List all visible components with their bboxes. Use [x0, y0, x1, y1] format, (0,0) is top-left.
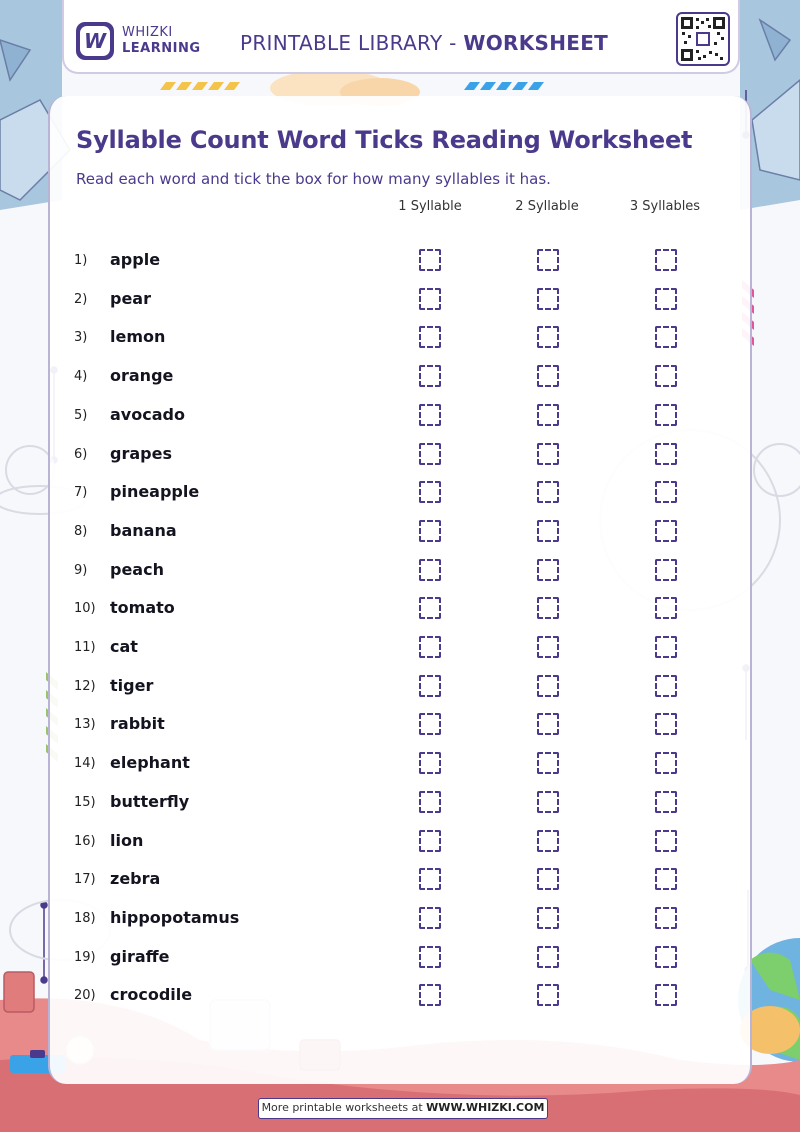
- item-number: 18): [74, 910, 96, 926]
- two-syllable-checkbox[interactable]: [537, 559, 559, 581]
- two-syllable-checkbox[interactable]: [537, 597, 559, 619]
- item-word: banana: [110, 520, 177, 540]
- item-number: 16): [74, 833, 96, 849]
- list-item: [0, 320, 800, 358]
- three-syllables-checkbox[interactable]: [655, 288, 677, 310]
- item-number: 10): [74, 601, 96, 617]
- item-number: 5): [74, 407, 88, 423]
- one-syllable-checkbox[interactable]: [419, 597, 441, 619]
- item-word: lion: [110, 830, 144, 850]
- list-item: [0, 475, 800, 513]
- list-item: [0, 669, 800, 707]
- one-syllable-checkbox[interactable]: [419, 326, 441, 348]
- item-number: 15): [74, 794, 96, 810]
- list-item: [0, 398, 800, 436]
- one-syllable-checkbox[interactable]: [419, 249, 441, 271]
- one-syllable-checkbox[interactable]: [419, 713, 441, 735]
- list-item: [0, 359, 800, 397]
- item-word: giraffe: [110, 946, 170, 966]
- two-syllable-checkbox[interactable]: [537, 288, 559, 310]
- two-syllable-checkbox[interactable]: [537, 404, 559, 426]
- three-syllables-checkbox[interactable]: [655, 481, 677, 503]
- three-syllables-checkbox[interactable]: [655, 404, 677, 426]
- one-syllable-checkbox[interactable]: [419, 675, 441, 697]
- item-word: avocado: [110, 404, 185, 424]
- three-syllables-checkbox[interactable]: [655, 907, 677, 929]
- worksheet-title: Syllable Count Word Ticks Reading Worksheet: [76, 126, 693, 154]
- item-number: 12): [74, 678, 96, 694]
- list-item: [0, 243, 800, 281]
- one-syllable-checkbox[interactable]: [419, 520, 441, 542]
- header-title-bold: WORKSHEET: [463, 31, 609, 55]
- two-syllable-checkbox[interactable]: [537, 791, 559, 813]
- item-word: crocodile: [110, 985, 193, 1005]
- one-syllable-checkbox[interactable]: [419, 752, 441, 774]
- list-item: [0, 707, 800, 745]
- three-syllables-checkbox[interactable]: [655, 559, 677, 581]
- three-syllables-checkbox[interactable]: [655, 249, 677, 271]
- one-syllable-checkbox[interactable]: [419, 288, 441, 310]
- footer-site-link[interactable]: WWW.WHIZKI.COM: [426, 1101, 545, 1114]
- list-item: [0, 862, 800, 900]
- brand-line-2: LEARNING: [122, 41, 201, 56]
- list-item: [0, 553, 800, 591]
- three-syllables-checkbox[interactable]: [655, 675, 677, 697]
- one-syllable-checkbox[interactable]: [419, 636, 441, 658]
- footer-text: More printable worksheets at: [261, 1101, 427, 1114]
- list-item: [0, 591, 800, 629]
- three-syllables-checkbox[interactable]: [655, 752, 677, 774]
- list-item: [0, 746, 800, 784]
- list-item: [0, 901, 800, 939]
- item-number: 3): [74, 330, 88, 346]
- two-syllable-checkbox[interactable]: [537, 946, 559, 968]
- one-syllable-checkbox[interactable]: [419, 868, 441, 890]
- two-syllable-checkbox[interactable]: [537, 752, 559, 774]
- logo-letter: W: [80, 26, 110, 56]
- two-syllable-checkbox[interactable]: [537, 249, 559, 271]
- two-syllable-checkbox[interactable]: [537, 443, 559, 465]
- item-word: elephant: [110, 753, 190, 773]
- three-syllables-checkbox[interactable]: [655, 636, 677, 658]
- three-syllables-checkbox[interactable]: [655, 520, 677, 542]
- item-word: tiger: [110, 675, 154, 695]
- two-syllable-checkbox[interactable]: [537, 675, 559, 697]
- two-syllable-checkbox[interactable]: [537, 907, 559, 929]
- two-syllable-checkbox[interactable]: [537, 713, 559, 735]
- footer-banner[interactable]: [258, 1098, 548, 1119]
- list-item: [0, 978, 800, 1016]
- three-syllables-checkbox[interactable]: [655, 868, 677, 890]
- three-syllables-checkbox[interactable]: [655, 597, 677, 619]
- two-syllable-checkbox[interactable]: [537, 326, 559, 348]
- one-syllable-checkbox[interactable]: [419, 443, 441, 465]
- one-syllable-checkbox[interactable]: [419, 984, 441, 1006]
- list-item: [0, 940, 800, 978]
- three-syllables-checkbox[interactable]: [655, 365, 677, 387]
- list-item: [0, 630, 800, 668]
- one-syllable-checkbox[interactable]: [419, 481, 441, 503]
- item-number: 17): [74, 872, 96, 888]
- item-word: lemon: [110, 327, 166, 347]
- item-word: zebra: [110, 869, 161, 889]
- column-header-3-syllables: 3 Syllables: [629, 199, 701, 214]
- item-word: cat: [110, 637, 138, 656]
- column-header-1-syllable: 1 Syllable: [398, 199, 462, 214]
- list-item: [0, 514, 800, 552]
- three-syllables-checkbox[interactable]: [655, 791, 677, 813]
- three-syllables-checkbox[interactable]: [655, 326, 677, 348]
- item-word: tomato: [110, 598, 175, 618]
- one-syllable-checkbox[interactable]: [419, 365, 441, 387]
- one-syllable-checkbox[interactable]: [419, 907, 441, 929]
- item-word: hippopotamus: [110, 907, 240, 927]
- item-number: 11): [74, 640, 96, 655]
- item-number: 6): [74, 446, 88, 462]
- item-number: 2): [74, 291, 88, 307]
- worksheet-instructions: Read each word and tick the box for how many syllables it has.: [76, 170, 551, 188]
- item-number: 7): [74, 485, 88, 501]
- two-syllable-checkbox[interactable]: [537, 636, 559, 658]
- item-word: pear: [110, 288, 151, 308]
- two-syllable-checkbox[interactable]: [537, 868, 559, 890]
- item-number: 8): [74, 523, 88, 539]
- item-word: butterfly: [110, 791, 190, 811]
- two-syllable-checkbox[interactable]: [537, 365, 559, 387]
- one-syllable-checkbox[interactable]: [419, 791, 441, 813]
- list-item: [0, 785, 800, 823]
- three-syllables-checkbox[interactable]: [655, 713, 677, 735]
- three-syllables-checkbox[interactable]: [655, 984, 677, 1006]
- list-item: [0, 437, 800, 475]
- two-syllable-checkbox[interactable]: [537, 481, 559, 503]
- one-syllable-checkbox[interactable]: [419, 404, 441, 426]
- item-number: 19): [74, 949, 96, 965]
- three-syllables-checkbox[interactable]: [655, 830, 677, 852]
- two-syllable-checkbox[interactable]: [537, 520, 559, 542]
- item-word: rabbit: [110, 714, 165, 734]
- item-number: 4): [74, 369, 88, 385]
- column-header-2-syllable: 2 Syllable: [515, 199, 579, 214]
- one-syllable-checkbox[interactable]: [419, 946, 441, 968]
- list-item: [0, 824, 800, 862]
- item-word: peach: [110, 559, 164, 579]
- item-word: apple: [110, 250, 161, 269]
- item-word: pineapple: [110, 482, 200, 502]
- three-syllables-checkbox[interactable]: [655, 443, 677, 465]
- item-number: 14): [74, 756, 96, 772]
- list-item: [0, 282, 800, 320]
- item-number: 9): [74, 562, 88, 578]
- one-syllable-checkbox[interactable]: [419, 559, 441, 581]
- item-word: orange: [110, 366, 174, 386]
- item-word: grapes: [110, 443, 172, 463]
- item-number: 13): [74, 717, 96, 733]
- one-syllable-checkbox[interactable]: [419, 830, 441, 852]
- item-number: 1): [74, 253, 88, 268]
- two-syllable-checkbox[interactable]: [537, 984, 559, 1006]
- three-syllables-checkbox[interactable]: [655, 946, 677, 968]
- header-title-prefix: PRINTABLE LIBRARY -: [240, 31, 464, 55]
- brand-line-1: WHIZKI: [122, 25, 173, 40]
- item-number: 20): [74, 988, 96, 1004]
- two-syllable-checkbox[interactable]: [537, 830, 559, 852]
